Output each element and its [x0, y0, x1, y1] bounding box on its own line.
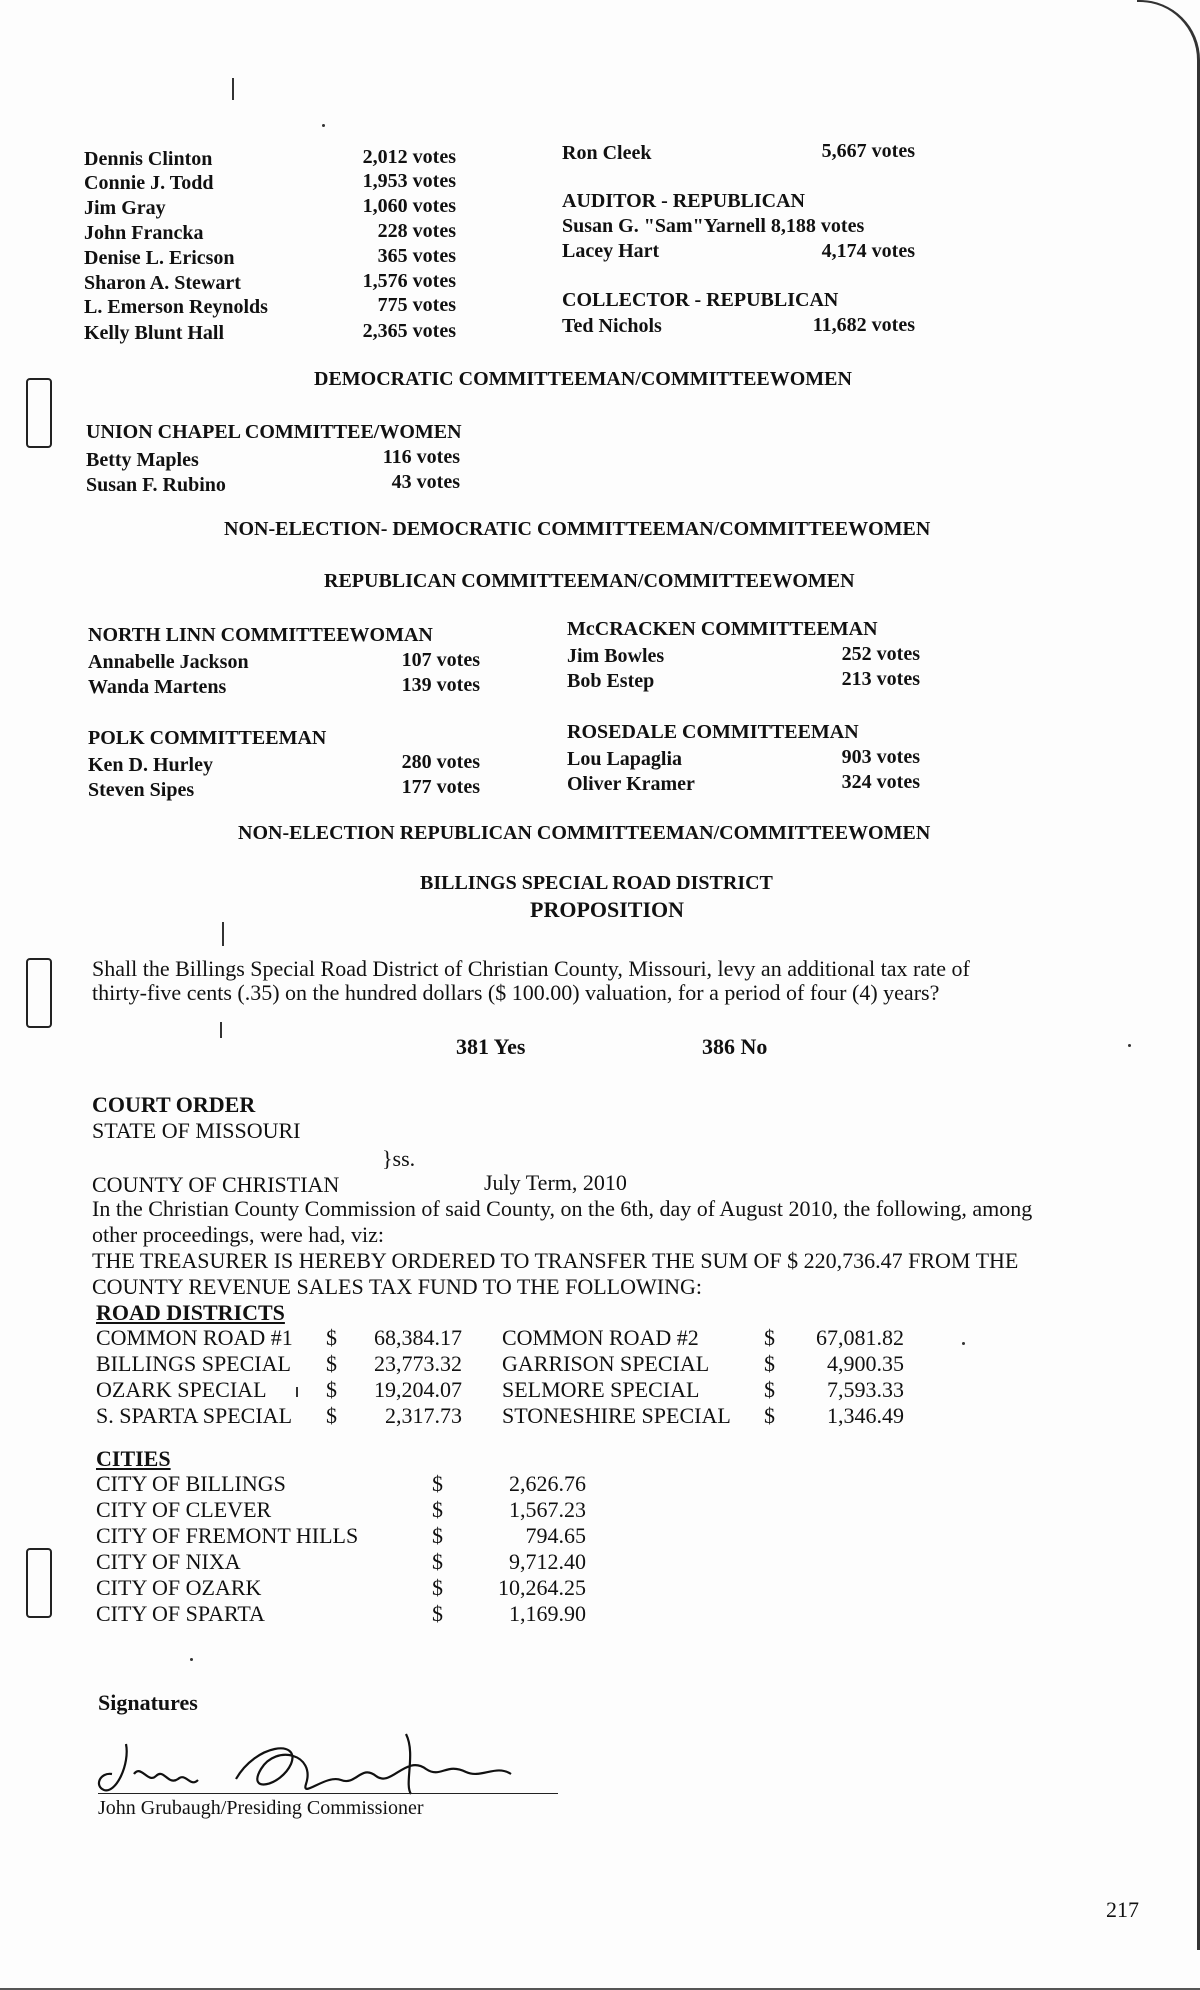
candidate-name: Annabelle Jackson [88, 651, 249, 673]
scan-mark [220, 1022, 222, 1038]
city-amount: 794.65 [525, 1523, 586, 1548]
handwritten-signature [86, 1724, 556, 1804]
binder-hole [26, 378, 52, 448]
road-district-amount: 1,346.49 [827, 1403, 904, 1428]
road-district-name: COMMON ROAD #2 [502, 1325, 699, 1350]
candidate-votes: 252 votes [841, 643, 920, 665]
candidate-name: Ken D. Hurley [88, 754, 213, 776]
candidate-name: Jim Bowles [567, 645, 665, 667]
billings-title: BILLINGS SPECIAL ROAD DISTRICT [420, 872, 773, 894]
candidate-votes: 107 votes [401, 649, 480, 671]
road-district-amount: 68,384.17 [374, 1325, 462, 1350]
currency-symbol: $ [432, 1497, 443, 1522]
cities-heading: CITIES [96, 1446, 171, 1471]
candidate-votes: 228 votes [377, 220, 456, 242]
currency-symbol: $ [326, 1403, 337, 1428]
candidate-name: Connie J. Todd [84, 172, 214, 194]
city-name: CITY OF OZARK [96, 1575, 262, 1600]
scan-speck [1128, 1044, 1131, 1047]
road-district-name: BILLINGS SPECIAL [96, 1351, 291, 1376]
currency-symbol: $ [432, 1575, 443, 1600]
democratic-heading: DEMOCRATIC COMMITTEEMAN/COMMITTEEWOMEN [314, 368, 852, 390]
scan-mark [296, 1387, 298, 1397]
candidate-name: Jim Gray [84, 197, 166, 219]
binder-hole [26, 958, 52, 1028]
candidate-votes: 1,576 votes [362, 270, 456, 292]
road-district-name: GARRISON SPECIAL [502, 1351, 710, 1376]
city-amount: 1,169.90 [509, 1601, 586, 1626]
candidate-name: Susan F. Rubino [86, 474, 226, 496]
proceedings-text: In the Christian County Commission of said County, on the 6th, day of August 2010, the following, among [92, 1196, 1033, 1221]
non-election-republican-heading: NON-ELECTION REPUBLICAN COMMITTEEMAN/COMMITTEEWOMEN [238, 822, 931, 844]
proposition-title: PROPOSITION [530, 897, 685, 922]
court-order-heading: COURT ORDER [92, 1092, 256, 1117]
signature-line [98, 1793, 558, 1794]
road-district-amount: 67,081.82 [816, 1325, 904, 1350]
candidate-votes: 280 votes [401, 751, 480, 773]
ss-mark: }ss. [382, 1146, 416, 1171]
candidate-name: Lou Lapaglia [567, 748, 683, 770]
currency-symbol: $ [764, 1325, 775, 1350]
city-amount: 10,264.25 [498, 1575, 586, 1600]
scan-mark [222, 922, 224, 946]
scan-speck [322, 124, 325, 127]
road-district-amount: 19,204.07 [374, 1377, 462, 1402]
candidate-name: Betty Maples [86, 449, 199, 471]
state-line: STATE OF MISSOURI [92, 1118, 301, 1143]
no-result: 386 No [702, 1034, 768, 1059]
binder-hole [26, 1548, 52, 1618]
road-district-amount: 23,773.32 [374, 1351, 462, 1376]
candidate-name: John Francka [84, 222, 204, 244]
candidate-votes: 4,174 votes [821, 240, 915, 262]
order-text: THE TREASURER IS HEREBY ORDERED TO TRANSFER THE SUM OF $ 220,736.47 FROM THE [92, 1248, 1019, 1273]
candidate-name: Kelly Blunt Hall [84, 322, 225, 344]
yes-result: 381 Yes [456, 1034, 526, 1059]
candidate-votes: 5,667 votes [821, 140, 915, 162]
candidate-votes: 43 votes [391, 471, 460, 493]
currency-symbol: $ [326, 1351, 337, 1376]
signatures-heading: Signatures [98, 1690, 198, 1715]
candidate-votes: 2,365 votes [362, 320, 456, 342]
rosedale-heading: ROSEDALE COMMITTEEMAN [567, 721, 859, 743]
road-district-amount: 2,317.73 [385, 1403, 462, 1428]
currency-symbol: $ [764, 1351, 775, 1376]
road-district-amount: 7,593.33 [827, 1377, 904, 1402]
collector-heading: COLLECTOR - REPUBLICAN [562, 289, 839, 311]
candidate-name: L. Emerson Reynolds [84, 296, 268, 318]
currency-symbol: $ [326, 1325, 337, 1350]
candidate-votes: 177 votes [401, 776, 480, 798]
candidate-name: Lacey Hart [562, 240, 660, 262]
city-name: CITY OF FREMONT HILLS [96, 1523, 359, 1548]
city-name: CITY OF CLEVER [96, 1497, 272, 1522]
road-district-amount: 4,900.35 [827, 1351, 904, 1376]
candidate-votes: 365 votes [377, 245, 456, 267]
scan-speck [190, 1658, 193, 1661]
city-name: CITY OF SPARTA [96, 1601, 265, 1626]
candidate-name: Ron Cleek [562, 142, 652, 164]
candidate-name: Sharon A. Stewart [84, 272, 241, 294]
union-chapel-heading: UNION CHAPEL COMMITTEE/WOMEN [86, 421, 462, 443]
candidate-votes: 903 votes [841, 746, 920, 768]
candidate-votes: 1,953 votes [362, 170, 456, 192]
north-linn-heading: NORTH LINN COMMITTEEWOMAN [88, 624, 433, 646]
currency-symbol: $ [326, 1377, 337, 1402]
county-line: COUNTY OF CHRISTIAN [92, 1172, 340, 1197]
candidate-name: Bob Estep [567, 670, 655, 692]
republican-heading: REPUBLICAN COMMITTEEMAN/COMMITTEEWOMEN [324, 570, 855, 592]
road-district-name: STONESHIRE SPECIAL [502, 1403, 731, 1428]
candidate-name: Dennis Clinton [84, 148, 213, 170]
candidate-votes: 116 votes [382, 446, 460, 468]
auditor-heading: AUDITOR - REPUBLICAN [562, 190, 805, 212]
polk-heading: POLK COMMITTEEMAN [88, 727, 327, 749]
candidate-name: Wanda Martens [88, 676, 227, 698]
proceedings-text: other proceedings, were had, viz: [92, 1222, 384, 1247]
city-name: CITY OF NIXA [96, 1549, 241, 1574]
non-election-democratic-heading: NON-ELECTION- DEMOCRATIC COMMITTEEMAN/COMMITTEEWOMEN [224, 518, 931, 540]
proposition-text: thirty-five cents (.35) on the hundred dollars ($ 100.00) valuation, for a period of four (4) years? [92, 980, 940, 1005]
currency-symbol: $ [432, 1471, 443, 1496]
city-amount: 9,712.40 [509, 1549, 586, 1574]
currency-symbol: $ [432, 1549, 443, 1574]
page-number: 217 [1106, 1897, 1139, 1922]
city-amount: 1,567.23 [509, 1497, 586, 1522]
candidate-votes: 324 votes [841, 771, 920, 793]
candidate-name: Oliver Kramer [567, 773, 695, 795]
proposition-text: Shall the Billings Special Road District of Christian County, Missouri, levy an additional tax rate of [92, 956, 970, 981]
scan-mark [232, 78, 234, 100]
order-text: COUNTY REVENUE SALES TAX FUND TO THE FOLLOWING: [92, 1274, 702, 1299]
term-line: July Term, 2010 [484, 1170, 627, 1195]
currency-symbol: $ [432, 1523, 443, 1548]
currency-symbol: $ [432, 1601, 443, 1626]
candidate-votes: 11,682 votes [812, 314, 915, 336]
city-name: CITY OF BILLINGS [96, 1471, 286, 1496]
road-district-name: SELMORE SPECIAL [502, 1377, 700, 1402]
page-curl-edge [1137, 0, 1200, 262]
candidate-votes: 2,012 votes [362, 146, 456, 168]
road-districts-heading: ROAD DISTRICTS [96, 1300, 285, 1325]
currency-symbol: $ [764, 1403, 775, 1428]
road-district-name: S. SPARTA SPECIAL [96, 1403, 293, 1428]
candidate-votes: 139 votes [401, 674, 480, 696]
signature-caption: John Grubaugh/Presiding Commissioner [98, 1797, 424, 1819]
mccracken-heading: McCRACKEN COMMITTEEMAN [567, 618, 878, 640]
candidate-name: Denise L. Ericson [84, 247, 235, 269]
candidate-name: Susan G. "Sam"Yarnell 8,188 votes [562, 215, 865, 237]
candidate-name: Steven Sipes [88, 779, 195, 801]
candidate-votes: 1,060 votes [362, 195, 456, 217]
city-amount: 2,626.76 [509, 1471, 586, 1496]
road-district-name: OZARK SPECIAL [96, 1377, 267, 1402]
candidate-name: Ted Nichols [562, 315, 662, 337]
currency-symbol: $ [764, 1377, 775, 1402]
road-district-name: COMMON ROAD #1 [96, 1325, 293, 1350]
candidate-votes: 775 votes [377, 294, 456, 316]
candidate-votes: 213 votes [841, 668, 920, 690]
scan-speck [962, 1342, 965, 1345]
